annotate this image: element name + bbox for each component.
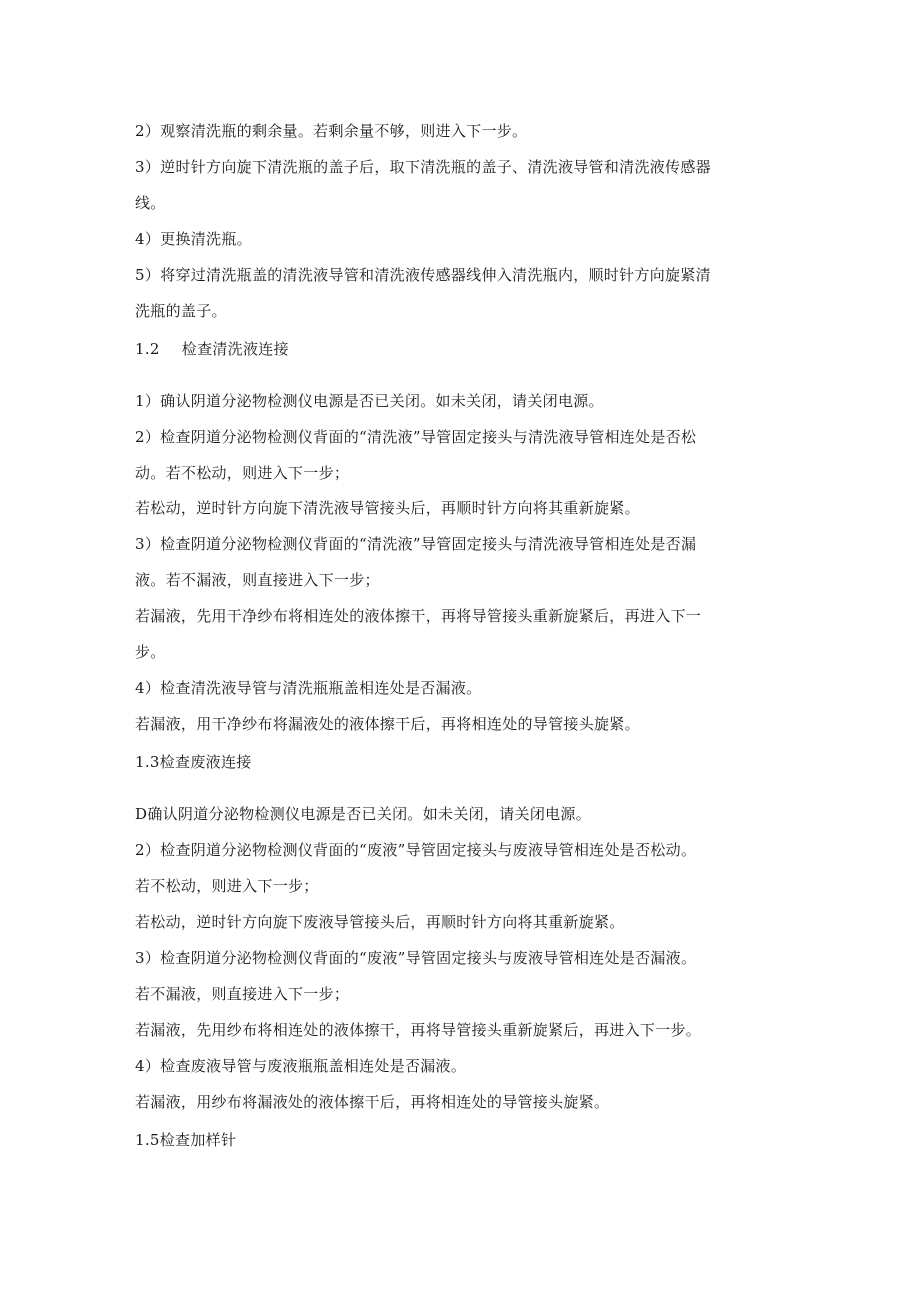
paragraph-1-2-step3-line1: 3）检查阴道分泌物检测仪背面的“清洗液”导管固定接头与清洗液导管相连处是否漏	[135, 535, 697, 553]
paragraph-1-3-step2-line3: 若松动，逆时针方向旋下废液导管接头后，再顺时针方向将其重新旋紧。	[135, 913, 625, 931]
paragraph-1-3-step3-line1: 3）检查阴道分泌物检测仪背面的“废液”导管固定接头与废液导管相连处是否漏液。	[135, 949, 697, 967]
paragraph-1-2-step1: 1）确认阴道分泌物检测仪电源是否已关闭。如未关闭，请关闭电源。	[135, 392, 604, 410]
section-heading-1-2	[135, 340, 289, 358]
paragraph-1-3-step3-line2: 若不漏液，则直接进入下一步；	[135, 985, 350, 1003]
paragraph-1-1-step3-line2: 线。	[135, 194, 166, 212]
paragraph-1-2-step2-line1: 2）检查阴道分泌物检测仪背面的“清洗液”导管固定接头与清洗液导管相连处是否松	[135, 428, 697, 446]
section-title-1-2: 检查清洗液连接	[181, 340, 289, 358]
section-heading-1-3: 1.3检查废液连接	[135, 753, 252, 771]
paragraph-1-3-step4-line2: 若漏液，用纱布将漏液处的液体擦干后，再将相连处的导管接头旋紧。	[135, 1093, 610, 1111]
paragraph-1-1-step3-line1: 3）逆时针方向旋下清洗瓶的盖子后，取下清洗瓶的盖子、清洗液导管和清洗液传感器	[135, 158, 711, 176]
paragraph-1-1-step5-line1: 5）将穿过清洗瓶盖的清洗液导管和清洗液传感器线伸入清洗瓶内，顺时针方向旋紧清	[135, 266, 711, 284]
paragraph-1-3-step2-line1: 2）检查阴道分泌物检测仪背面的“废液”导管固定接头与废液导管相连处是否松动。	[135, 841, 697, 859]
paragraph-1-3-step1: D确认阴道分泌物检测仪电源是否已关闭。如未关闭，请关闭电源。	[135, 805, 592, 823]
paragraph-1-1-step4: 4）更换清洗瓶。	[135, 230, 252, 248]
paragraph-1-1-step2: 2）观察清洗瓶的剩余量。若剩余量不够，则进入下一步。	[135, 122, 528, 140]
paragraph-1-2-step2-line2: 动。若不松动，则进入下一步；	[135, 464, 350, 482]
paragraph-1-3-step4-line1: 4）检查废液导管与废液瓶瓶盖相连处是否漏液。	[135, 1057, 467, 1075]
section-heading-1-5: 1.5检查加样针	[135, 1131, 237, 1149]
paragraph-1-2-step3-line4: 步。	[135, 643, 166, 661]
paragraph-1-2-step3-line3: 若漏液，先用干净纱布将相连处的液体擦干，再将导管接头重新旋紧后，再进入下一	[135, 607, 702, 625]
paragraph-1-3-step2-line2: 若不松动，则进入下一步；	[135, 877, 319, 895]
paragraph-1-2-step4-line2: 若漏液，用干净纱布将漏液处的液体擦干后，再将相连处的导管接头旋紧。	[135, 715, 640, 733]
paragraph-1-2-step4-line1: 4）检查清洗液导管与清洗瓶瓶盖相连处是否漏液。	[135, 679, 482, 697]
section-number-1-2: 1.2	[135, 340, 160, 358]
paragraph-1-3-step3-line3: 若漏液，先用纱布将相连处的液体擦干，再将导管接头重新旋紧后，再进入下一步。	[135, 1021, 702, 1039]
paragraph-1-1-step5-line2: 洗瓶的盖子。	[135, 302, 227, 320]
paragraph-1-2-step2-line3: 若松动，逆时针方向旋下清洗液导管接头后，再顺时针方向将其重新旋紧。	[135, 499, 640, 517]
paragraph-1-2-step3-line2: 液。若不漏液，则直接进入下一步；	[135, 571, 380, 589]
